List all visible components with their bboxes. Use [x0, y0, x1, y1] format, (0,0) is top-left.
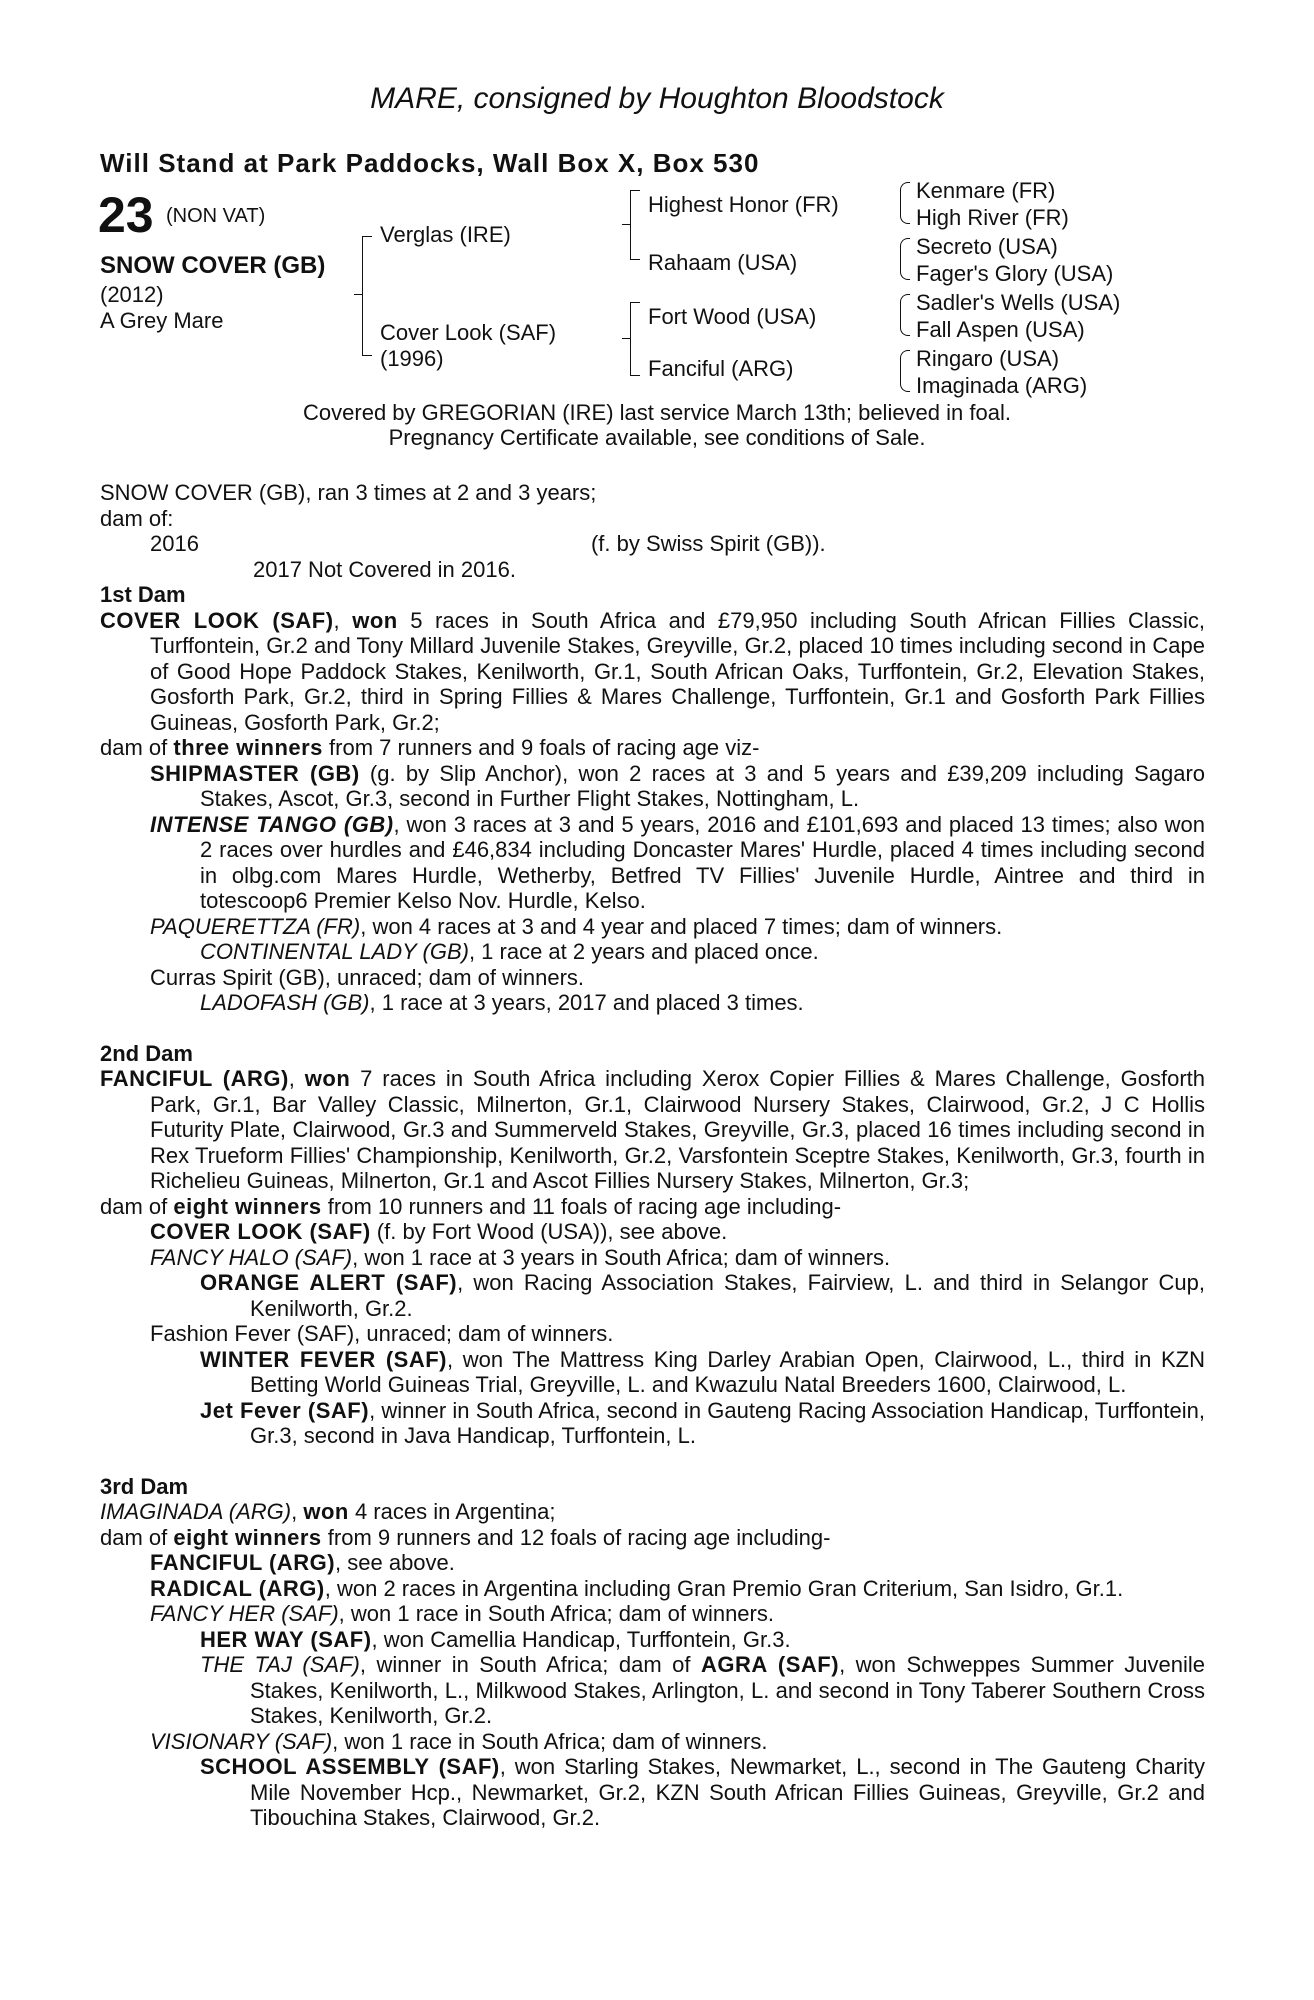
dam-of-pre: dam of [100, 1193, 174, 1219]
produce-text: (g. by Slip Anchor), won 2 races at 3 and 5 years and £39,209 including Sagaro Stakes, Ascot, Gr.3, second in Further Flight Stakes, Nottingham, L. [200, 760, 1206, 811]
won-label: won [304, 1066, 351, 1091]
pedigree-sire: Verglas (IRE) [380, 222, 511, 247]
produce-name: Curras Spirit (GB) [150, 964, 325, 990]
produce-name: SCHOOL ASSEMBLY (SAF) [200, 1754, 500, 1779]
produce-name: FANCIFUL (ARG) [150, 1550, 336, 1575]
pedigree-bracket [900, 182, 910, 224]
produce-entry [100, 939, 1205, 965]
produce-text: , 1 race at 3 years, 2017 and placed 3 times. [369, 990, 804, 1015]
pedigree-dam-sire: Fort Wood (USA) [648, 304, 817, 329]
produce-name: FANCY HER (SAF) [150, 1601, 339, 1626]
dam-text: 4 races in Argentina; [348, 1499, 556, 1524]
pedigree-ggp-7: Ringaro (USA) [916, 346, 1060, 371]
pedigree-dam-year: (1996) [380, 346, 444, 371]
dam-name: IMAGINADA (ARG) [100, 1499, 292, 1524]
third-dam-heading: 3rd Dam [100, 1473, 189, 1499]
pedigree-dam-dam: Fanciful (ARG) [648, 356, 794, 381]
produce-entry [100, 1321, 1205, 1347]
produce-text: , won 1 race in South Africa; dam of winners. [332, 1728, 768, 1754]
produce-entry [100, 761, 1205, 812]
pedigree-sire-sire: Highest Honor (FR) [648, 192, 839, 217]
produce-entry [100, 1550, 1205, 1576]
produce-entry [100, 1729, 1205, 1755]
produce-text: , won 1 race in South Africa; dam of winners. [338, 1601, 774, 1626]
produce-name: CONTINENTAL LADY (GB) [200, 939, 469, 964]
pedigree-bracket-dam [630, 302, 640, 376]
pedigree-dam: Cover Look (SAF) [380, 320, 557, 345]
pedigree-bracket-tip [622, 338, 630, 339]
produce-text: , unraced; dam of winners. [324, 964, 585, 990]
dam-of-post: from 7 runners and 9 foals of racing age viz- [322, 735, 760, 760]
dam-name: FANCIFUL (ARG) [100, 1066, 289, 1091]
produce-row [100, 531, 1205, 557]
produce-text: , won Schweppes Summer Juvenile Stakes, Kenilworth, L., Milkwood Stakes, Arlington, L. and second in Tony Taberer Southern Cross Stakes, Kenilworth, Gr.2. [250, 1652, 1205, 1728]
produce-name: THE TAJ (SAF) [200, 1652, 360, 1677]
pedigree-bracket-tip [622, 224, 630, 225]
second-dam-heading: 2nd Dam [100, 1040, 193, 1066]
pedigree-ggp-5: Sadler's Wells (USA) [916, 290, 1121, 315]
produce-entry [100, 1398, 1205, 1449]
produce-text: , won 4 races at 3 and 4 year and placed 7 times; dam of winners. [360, 913, 1003, 939]
lot-number: 23 [98, 187, 154, 243]
dam-of-post: from 10 runners and 11 foals of racing age including- [321, 1193, 842, 1219]
second-dam-produce-summary [100, 1194, 1205, 1220]
produce-name: PAQUERETTZA (FR) [150, 913, 361, 939]
produce-entry [100, 965, 1205, 991]
third-dam-produce-summary [100, 1525, 1205, 1551]
produce-name: INTENSE TANGO (GB) [150, 811, 394, 837]
produce-text: , won Camellia Handicap, Turffontein, Gr.3. [371, 1626, 791, 1652]
dam-of-pre: dam of [100, 735, 174, 760]
produce-name: Fashion Fever (SAF) [150, 1321, 355, 1346]
produce-text: , won Racing Association Stakes, Fairview, L. and third in Selangor Cup, Kenilworth, Gr.2. [250, 1270, 1205, 1321]
vat-status: (NON VAT) [166, 205, 266, 227]
horse-year: (2012) [100, 282, 164, 307]
produce-entry [100, 914, 1205, 940]
produce-text: , won 1 race at 3 years in South Africa; dam of winners. [352, 1244, 891, 1270]
produce-name: HER WAY (SAF) [200, 1626, 372, 1652]
produce-entry [100, 1601, 1205, 1627]
winners-count: eight winners [173, 1524, 322, 1550]
produce-name: ORANGE ALERT (SAF) [200, 1270, 458, 1295]
produce-name: WINTER FEVER (SAF) [200, 1346, 447, 1372]
produce-entry [100, 990, 1205, 1016]
not-covered: 2017 Not Covered in 2016. [253, 556, 516, 582]
covering-info: Covered by GREGORIAN (IRE) last service March 13th; believed in foal. [303, 400, 1011, 425]
produce-name: LADOFASH (GB) [200, 990, 370, 1015]
pedigree-ggp-4: Fager's Glory (USA) [916, 261, 1114, 286]
pedigree-sire-dam: Rahaam (USA) [648, 250, 798, 275]
won-label: won [352, 607, 398, 633]
produce-name: COVER LOOK (SAF) [150, 1219, 371, 1244]
stand-location: Will Stand at Park Paddocks, Wall Box X, Box 530 [100, 148, 760, 178]
produce-name: SHIPMASTER (GB) [150, 760, 360, 786]
dam-name: COVER LOOK (SAF) [100, 607, 334, 633]
first-dam-record: COVER LOOK (SAF), won 5 races in South Africa and £79,950 including South African Fillies Classic, Turffontein, Gr.2 and Tony Millard Juvenile Stakes, Greyville, Gr.2, placed 10 times including second in Cape of Good Hope Paddock Stakes, Kenilworth, Gr.1, South African Oaks, Turffontein, Gr.2, Elevation Stakes, Gosforth Park, Gr.2, third in Spring Fillies & Mares Challenge, Turffontein, Gr.1 and Gosforth Park Fillies Guineas, Gosforth Park, Gr.2; [100, 607, 1206, 735]
produce-entry [100, 1245, 1205, 1271]
pedigree-bracket [900, 350, 910, 392]
produce-entry [100, 1347, 1205, 1398]
produce-text: , winner in South Africa, second in Gauteng Racing Association Handicap, Turffontein, Gr.3, second in Java Handicap, Turffontein, L. [250, 1397, 1205, 1448]
dam-text: 5 races in South Africa and £79,950 including South African Fillies Classic, Turffontein, Gr.2 and Tony Millard Juvenile Stakes, Greyville, Gr.2, placed 10 times including second in Cape of Good Hope Paddock Stakes, Kenilworth, Gr.1, South African Oaks, Turffontein, Gr.2, Elevation Stakes, Gosforth Park, Gr.2, third in Spring Fillies & Mares Challenge, Turffontein, Gr.1 and Gosforth Park Fillies Guineas, Gosforth Park, Gr.2; [150, 607, 1206, 735]
pedigree-bracket [900, 294, 910, 336]
produce-text: , won Starling Stakes, Newmarket, L., second in The Gauteng Charity Mile November Hcp., Newmarket, Gr.2, KZN South African Fillies Guineas, Greyville, Gr.2 and Tibouchina Stakes, Clairwood, Gr.2. [250, 1754, 1206, 1830]
produce-entry [100, 1219, 1205, 1245]
pedigree-bracket-tip [354, 294, 362, 295]
pedigree-bracket-sire [630, 190, 640, 260]
winners-count: three winners [173, 735, 323, 760]
horse-name: SNOW COVER (GB) [100, 252, 326, 279]
produce-entry [100, 1576, 1205, 1602]
horse-description: A Grey Mare [100, 308, 224, 333]
produce-text: , winner in South Africa; dam of [359, 1652, 701, 1677]
race-record [100, 480, 1205, 1831]
produce-name: Jet Fever (SAF) [200, 1397, 370, 1423]
pedigree-ggp-8: Imaginada (ARG) [916, 373, 1088, 398]
first-dam-produce-summary [100, 735, 1205, 761]
dam-of-post: from 9 runners and 12 foals of racing age including- [321, 1524, 831, 1550]
produce-name: AGRA (SAF) [700, 1652, 840, 1677]
produce-text: , won 2 races in Argentina including Gran Premio Gran Criterium, San Isidro, Gr.1. [324, 1575, 1124, 1601]
produce-text: , won 3 races at 3 and 5 years, 2016 and £101,693 and placed 13 times; also won 2 races over hurdles and £46,834 including Doncaster Mares' Hurdle, placed 4 times including second in olbg.com Mares Hurdle, Wetherby, Betfred TV Fillies' Juvenile Hurdle, Aintree and third in totescoop6 Premier Kelso Nov. Hurdle, Kelso. [200, 811, 1206, 913]
produce-text: , 1 race at 2 years and placed once. [468, 939, 819, 964]
pedigree-ggp-2: High River (FR) [916, 205, 1069, 230]
produce-entry [100, 1652, 1205, 1729]
first-dam-heading: 1st Dam [100, 582, 186, 607]
produce-entry [100, 812, 1205, 914]
pedigree-ggp-1: Kenmare (FR) [916, 178, 1056, 203]
produce-text: , unraced; dam of winners. [354, 1321, 614, 1346]
pedigree-ggp-6: Fall Aspen (USA) [916, 317, 1085, 342]
record-dam-of: dam of: [100, 505, 174, 531]
produce-name: RADICAL (ARG) [150, 1575, 325, 1601]
produce-detail: (f. by Swiss Spirit (GB)). [590, 531, 826, 556]
produce-text: (f. by Fort Wood (USA)), see above. [370, 1219, 728, 1244]
dam-text: 7 races in South Africa including Xerox Copier Fillies & Mares Challenge, Gosforth Park, Gr.1, Bar Valley Classic, Milnerton, Gr.1, Clairwood Nursery Stakes, Clairwood, Gr.2, J C Hollis Futurity Plate, Clairwood, Gr.3 and Summerveld Stakes, Greyville, Gr.3, placed 16 times including second in Rex Trueform Fillies' Championship, Kenilworth, Gr.2, Varsfontein Sceptre Stakes, Kenilworth, Gr.3, fourth in Richelieu Guineas, Milnerton, Gr.1 and Ascot Fillies Nursery Stakes, Milnerton, Gr.3; [150, 1066, 1205, 1193]
produce-name: FANCY HALO (SAF) [150, 1244, 353, 1270]
produce-text: , won The Mattress King Darley Arabian Open, Clairwood, L., third in KZN Betting World Guineas Trial, Greyville, L. and Kwazulu Natal Breeders 1600, Clairwood, L. [250, 1346, 1206, 1397]
pregnancy-certificate: Pregnancy Certificate available, see conditions of Sale. [388, 425, 926, 450]
produce-name: VISIONARY (SAF) [150, 1728, 333, 1754]
page-title: MARE, consigned by Houghton Bloodstock [370, 82, 944, 115]
second-dam-record: FANCIFUL (ARG), won 7 races in South Africa including Xerox Copier Fillies & Mares Challenge, Gosforth Park, Gr.1, Bar Valley Classic, Milnerton, Gr.1, Clairwood Nursery Stakes, Clairwood, Gr.2, J C Hollis Futurity Plate, Clairwood, Gr.3 and Summerveld Stakes, Greyville, Gr.3, placed 16 times including second in Rex Trueform Fillies' Championship, Kenilworth, Gr.2, Varsfontein Sceptre Stakes, Kenilworth, Gr.3, fourth in Richelieu Guineas, Milnerton, Gr.1 and Ascot Fillies Nursery Stakes, Milnerton, Gr.3; [100, 1066, 1205, 1193]
third-dam-record: IMAGINADA (ARG), won 4 races in Argentina; [100, 1499, 556, 1524]
produce-entry [100, 1627, 1205, 1653]
won-label: won [303, 1499, 349, 1524]
produce-text: , see above. [335, 1550, 455, 1575]
record-summary: SNOW COVER (GB), ran 3 times at 2 and 3 years; [100, 480, 597, 505]
produce-entry [100, 1754, 1205, 1831]
dam-of-pre: dam of [100, 1524, 174, 1550]
pedigree-ggp-3: Secreto (USA) [916, 234, 1058, 259]
pedigree-bracket [900, 238, 910, 280]
produce-entry [100, 1270, 1205, 1321]
produce-year: 2016 [150, 531, 199, 556]
winners-count: eight winners [173, 1193, 322, 1219]
pedigree-bracket-parents [362, 236, 372, 356]
